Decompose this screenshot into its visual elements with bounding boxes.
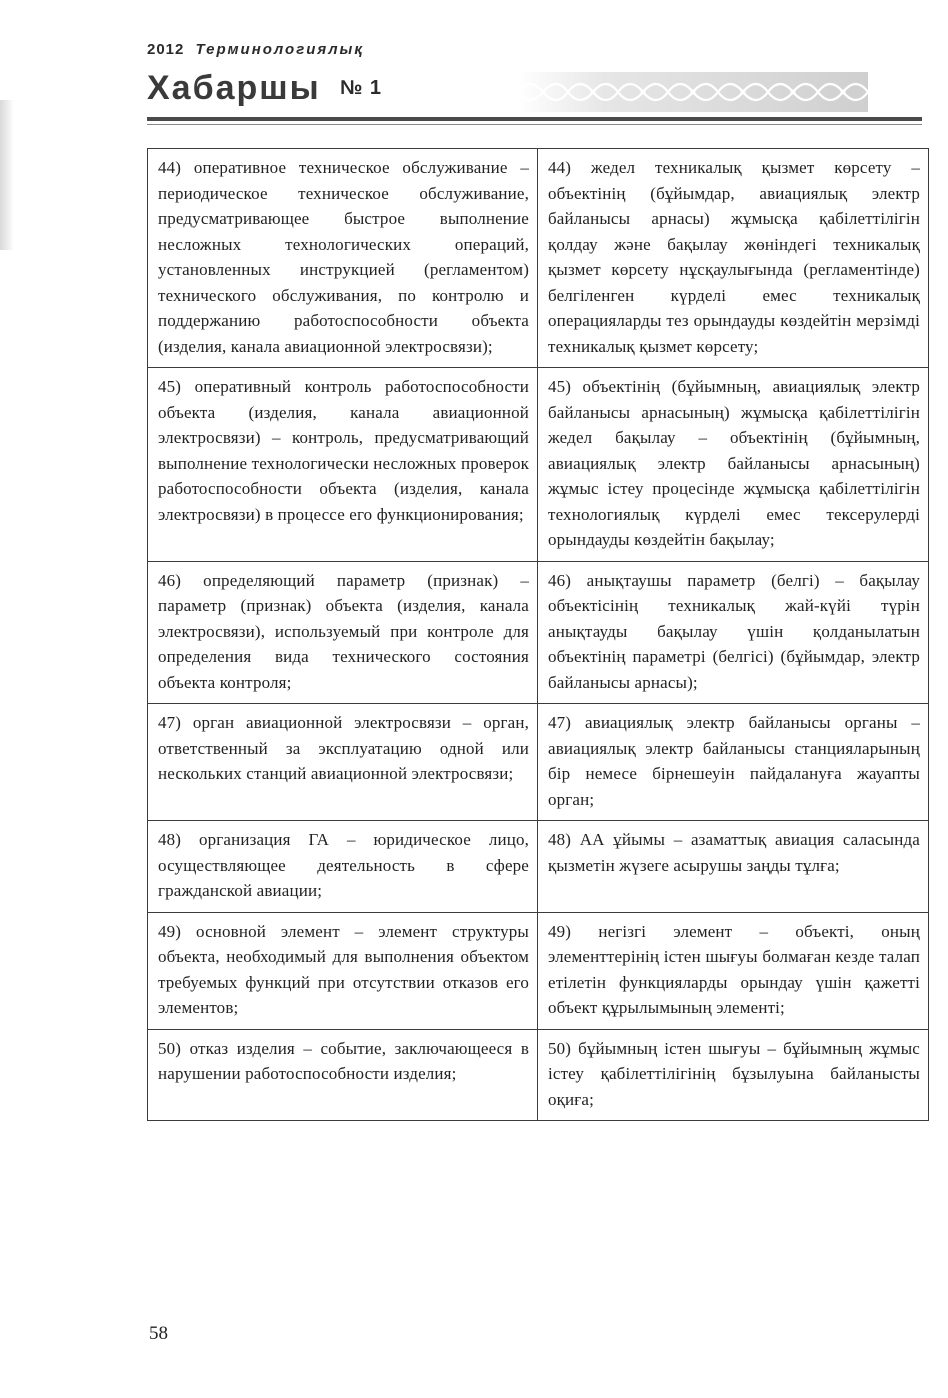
table-row bbox=[148, 912, 929, 1029]
table-row bbox=[148, 704, 929, 821]
journal-title: Хабаршы bbox=[147, 69, 321, 107]
term-kk: 44) жедел техникалық қызмет көрсету – объектінің (бұйымдар, авиациялық электр байланысы арнасы) жұмысқа қабілеттілігін қолдау және бақылау жөніндегі техникалық қызмет көрсету нұсқаулығында (регламентінде) белгіленген күрделі емес техникалық операцияларды тез орындауды көздейтін мерзімді техникалық қызмет көрсету; bbox=[538, 149, 929, 368]
journal-header-top bbox=[147, 41, 364, 58]
terms-table bbox=[147, 148, 929, 1121]
header-journal-word: Терминологиялық bbox=[195, 41, 364, 58]
term-ru: 47) орган авиационной электросвязи – орган, ответственный за эксплуатацию одной или нескольких станций авиационной электросвязи; bbox=[148, 704, 538, 821]
header-rule bbox=[147, 117, 922, 121]
term-ru: 50) отказ изделия – событие, заключающееся в нарушении работоспособности изделия; bbox=[148, 1029, 538, 1121]
table-row bbox=[148, 368, 929, 562]
header-rule-thin bbox=[147, 124, 922, 125]
header-year: 2012 bbox=[147, 41, 185, 58]
term-kk: 47) авиациялық электр байланысы органы – авиациялық электр байланысы станцияларының бір немесе бірнешеуін пайдалануға жауапты орган; bbox=[538, 704, 929, 821]
term-kk: 45) объектінің (бұйымның, авиациялық электр байланысы арнасының) жұмысқа қабілеттілігін жедел бақылау – объектінің (бұйымның, авиациялық электр байланысы арнасының) жұмыс істеу процесінде жұмысқа қабілеттілігін технологиялық күрделі емес тексерулерді орындауды көздейтін бақылау; bbox=[538, 368, 929, 562]
table-row bbox=[148, 561, 929, 704]
term-ru: 45) оперативный контроль работоспособности объекта (изделия, канала авиационной электросвязи) – контроль, предусматривающий выполнение технологически несложных проверок работоспособности объекта (изделия, канала электросвязи) в процессе его функционирования; bbox=[148, 368, 538, 562]
table-row bbox=[148, 821, 929, 913]
page-number: 58 bbox=[149, 1323, 168, 1344]
table-row bbox=[148, 1029, 929, 1121]
term-kk: 50) бұйымның істен шығуы – бұйымның жұмыс істеу қабілеттілігінің бұзылуына байланысты оқиға; bbox=[538, 1029, 929, 1121]
ornament-band-icon bbox=[518, 72, 868, 112]
table-row bbox=[148, 149, 929, 368]
issue-number: № 1 bbox=[340, 77, 382, 99]
term-kk: 49) негізгі элемент – объекті, оның элементтерінің істен шығуы болмаған кезде талап етілетін функцияларды орындау үшін қажетті объект құрылымының элементі; bbox=[538, 912, 929, 1029]
page-spine-shadow bbox=[0, 100, 14, 250]
term-ru: 44) оперативное техническое обслуживание – периодическое техническое обслуживание, предусматривающее быстрое выполнение несложных технологических операций, установленных инструкцией (регламентом) технического обслуживания, по контролю и поддержанию работоспособности объекта (изделия, канала авиационной электросвязи); bbox=[148, 149, 538, 368]
term-ru: 49) основной элемент – элемент структуры объекта, необходимый для выполнения объектом требуемых функций при отсутствии отказов его элементов; bbox=[148, 912, 538, 1029]
term-kk: 48) АА ұйымы – азаматтық авиация саласында қызметін жүзеге асырушы заңды тұлға; bbox=[538, 821, 929, 913]
term-kk: 46) анықтаушы параметр (белгі) – бақылау объектісінің техникалық жай-күйі түрін анықтауды бақылау үшін қолданылатын объектінің параметрі (белгісі) (бұйымдар, электр байланысы арнасы); bbox=[538, 561, 929, 704]
term-ru: 46) определяющий параметр (признак) – параметр (признак) объекта (изделия, канала электросвязи), используемый при контроле для определения вида технического состояния объекта контроля; bbox=[148, 561, 538, 704]
term-ru: 48) организация ГА – юридическое лицо, осуществляющее деятельность в сфере гражданской авиации; bbox=[148, 821, 538, 913]
